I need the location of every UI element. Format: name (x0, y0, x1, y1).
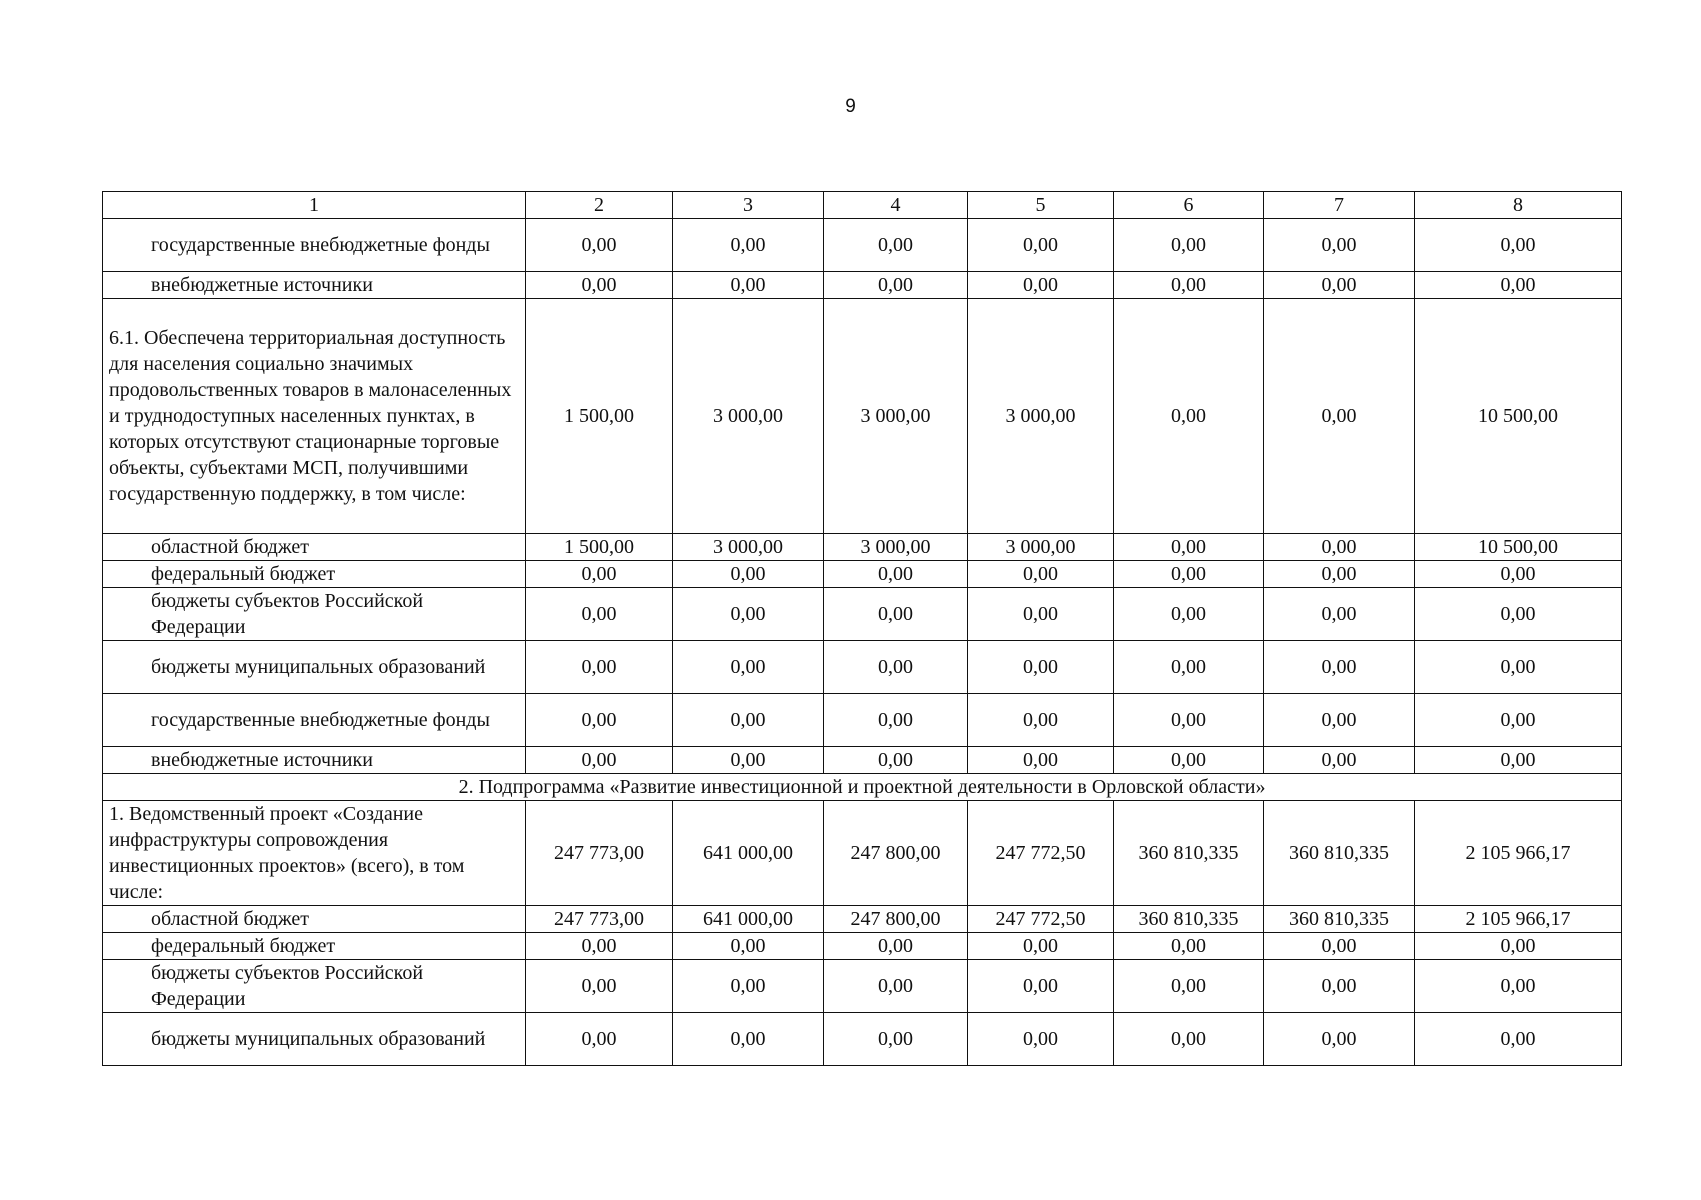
value-cell: 0,00 (673, 933, 824, 960)
value-cell: 0,00 (1264, 694, 1415, 747)
value-cell: 360 810,335 (1114, 906, 1264, 933)
value-cell: 2 105 966,17 (1415, 906, 1622, 933)
column-number-cell: 6 (1114, 192, 1264, 219)
value-cell: 0,00 (968, 933, 1114, 960)
value-cell: 1 500,00 (526, 534, 673, 561)
value-cell: 0,00 (1114, 588, 1264, 641)
table-row (103, 219, 1622, 272)
value-cell: 0,00 (1264, 272, 1415, 299)
value-cell: 3 000,00 (673, 534, 824, 561)
value-cell: 1 500,00 (526, 299, 673, 534)
value-cell: 0,00 (673, 588, 824, 641)
value-cell: 0,00 (673, 747, 824, 774)
value-cell: 0,00 (824, 561, 968, 588)
value-cell: 247 800,00 (824, 801, 968, 906)
value-cell: 0,00 (526, 641, 673, 694)
table-row (103, 694, 1622, 747)
value-cell: 0,00 (1114, 219, 1264, 272)
value-cell: 0,00 (824, 694, 968, 747)
page-number: 9 (845, 96, 856, 117)
table-row (103, 933, 1622, 960)
table-row (103, 561, 1622, 588)
row-label-cell: бюджеты муниципальных образований (103, 641, 526, 694)
value-cell: 0,00 (673, 219, 824, 272)
value-cell: 0,00 (526, 272, 673, 299)
value-cell: 3 000,00 (968, 534, 1114, 561)
value-cell: 0,00 (1114, 933, 1264, 960)
value-cell: 0,00 (1114, 960, 1264, 1013)
value-cell: 0,00 (673, 561, 824, 588)
table-row (103, 641, 1622, 694)
value-cell: 0,00 (526, 588, 673, 641)
column-number-cell: 4 (824, 192, 968, 219)
value-cell: 0,00 (1114, 747, 1264, 774)
value-cell: 0,00 (1415, 588, 1622, 641)
value-cell: 360 810,335 (1114, 801, 1264, 906)
value-cell: 0,00 (968, 747, 1114, 774)
column-number-cell: 2 (526, 192, 673, 219)
value-cell: 0,00 (526, 694, 673, 747)
table-row (103, 1013, 1622, 1066)
value-cell: 247 773,00 (526, 801, 673, 906)
value-cell: 0,00 (824, 588, 968, 641)
value-cell: 0,00 (1415, 272, 1622, 299)
row-label-cell: внебюджетные источники (103, 272, 526, 299)
value-cell: 0,00 (526, 933, 673, 960)
value-cell: 247 773,00 (526, 906, 673, 933)
value-cell: 2 105 966,17 (1415, 801, 1622, 906)
row-label-cell: федеральный бюджет (103, 933, 526, 960)
value-cell: 0,00 (526, 1013, 673, 1066)
column-number-cell: 1 (103, 192, 526, 219)
value-cell: 0,00 (968, 272, 1114, 299)
value-cell: 0,00 (1264, 960, 1415, 1013)
row-label-cell: бюджеты субъектов Российской Федерации (103, 960, 526, 1013)
value-cell: 0,00 (673, 1013, 824, 1066)
row-label-cell: бюджеты субъектов Российской Федерации (103, 588, 526, 641)
table-row (103, 299, 1622, 534)
value-cell: 0,00 (1114, 272, 1264, 299)
column-number-cell: 5 (968, 192, 1114, 219)
table-row (103, 906, 1622, 933)
row-label-cell: 6.1. Обеспечена территориальная доступность для населения социально значимых продовольственных товаров в малонаселенных и труднодоступных населенных пунктах, в которых отсутствуют стационарные торговые объекты, субъектами МСП, получившими государственную поддержку, в том числе: (103, 299, 526, 534)
value-cell: 0,00 (968, 960, 1114, 1013)
value-cell: 641 000,00 (673, 801, 824, 906)
column-number-cell: 3 (673, 192, 824, 219)
value-cell: 0,00 (1264, 561, 1415, 588)
value-cell: 0,00 (673, 272, 824, 299)
value-cell: 0,00 (1114, 641, 1264, 694)
value-cell: 0,00 (1264, 747, 1415, 774)
value-cell: 0,00 (1114, 694, 1264, 747)
value-cell: 0,00 (824, 1013, 968, 1066)
value-cell: 3 000,00 (673, 299, 824, 534)
row-label-cell: областной бюджет (103, 906, 526, 933)
value-cell: 0,00 (1415, 933, 1622, 960)
value-cell: 360 810,335 (1264, 906, 1415, 933)
value-cell: 0,00 (968, 694, 1114, 747)
value-cell: 0,00 (968, 219, 1114, 272)
table-header-row (103, 192, 1622, 219)
table-row (103, 272, 1622, 299)
value-cell: 3 000,00 (824, 299, 968, 534)
value-cell: 0,00 (526, 747, 673, 774)
column-number-cell: 8 (1415, 192, 1622, 219)
value-cell: 0,00 (1415, 219, 1622, 272)
value-cell: 247 772,50 (968, 801, 1114, 906)
column-number-cell: 7 (1264, 192, 1415, 219)
value-cell: 247 800,00 (824, 906, 968, 933)
value-cell: 0,00 (1415, 1013, 1622, 1066)
value-cell: 0,00 (968, 561, 1114, 588)
value-cell: 0,00 (824, 641, 968, 694)
row-label-cell: бюджеты муниципальных образований (103, 1013, 526, 1066)
section-row (103, 774, 1622, 801)
value-cell: 0,00 (824, 219, 968, 272)
value-cell: 0,00 (1415, 561, 1622, 588)
value-cell: 3 000,00 (968, 299, 1114, 534)
value-cell: 10 500,00 (1415, 299, 1622, 534)
value-cell: 641 000,00 (673, 906, 824, 933)
table-row (103, 960, 1622, 1013)
value-cell: 3 000,00 (824, 534, 968, 561)
value-cell: 0,00 (673, 641, 824, 694)
value-cell: 0,00 (1415, 960, 1622, 1013)
value-cell: 360 810,335 (1264, 801, 1415, 906)
value-cell: 0,00 (526, 960, 673, 1013)
row-label-cell: федеральный бюджет (103, 561, 526, 588)
value-cell: 0,00 (824, 747, 968, 774)
value-cell: 0,00 (968, 588, 1114, 641)
table-row (103, 747, 1622, 774)
value-cell: 0,00 (824, 272, 968, 299)
value-cell: 0,00 (1415, 641, 1622, 694)
value-cell: 0,00 (1114, 299, 1264, 534)
value-cell: 0,00 (1114, 1013, 1264, 1066)
value-cell: 0,00 (1415, 747, 1622, 774)
value-cell: 0,00 (824, 933, 968, 960)
table-row (103, 534, 1622, 561)
value-cell: 247 772,50 (968, 906, 1114, 933)
value-cell: 0,00 (1264, 534, 1415, 561)
row-label-cell: 1. Ведомственный проект «Создание инфраструктуры сопровождения инвестиционных проектов» (всего), в том числе: (103, 801, 526, 906)
value-cell: 0,00 (1264, 641, 1415, 694)
value-cell: 0,00 (673, 960, 824, 1013)
value-cell: 0,00 (1264, 933, 1415, 960)
row-label-cell: государственные внебюджетные фонды (103, 694, 526, 747)
value-cell: 0,00 (1415, 694, 1622, 747)
value-cell: 0,00 (526, 219, 673, 272)
table-body (103, 192, 1622, 1066)
value-cell: 0,00 (1114, 561, 1264, 588)
value-cell: 0,00 (673, 694, 824, 747)
section-title-cell: 2. Подпрограмма «Развитие инвестиционной и проектной деятельности в Орловской области» (103, 774, 1622, 801)
row-label-cell: внебюджетные источники (103, 747, 526, 774)
table-row (103, 801, 1622, 906)
table-row (103, 588, 1622, 641)
row-label-cell: областной бюджет (103, 534, 526, 561)
value-cell: 0,00 (968, 1013, 1114, 1066)
value-cell: 0,00 (1264, 588, 1415, 641)
value-cell: 0,00 (1264, 1013, 1415, 1066)
budget-table (102, 191, 1622, 1066)
value-cell: 0,00 (526, 561, 673, 588)
row-label-cell: государственные внебюджетные фонды (103, 219, 526, 272)
value-cell: 0,00 (1264, 299, 1415, 534)
value-cell: 0,00 (1264, 219, 1415, 272)
value-cell: 0,00 (824, 960, 968, 1013)
value-cell: 0,00 (1114, 534, 1264, 561)
value-cell: 0,00 (968, 641, 1114, 694)
value-cell: 10 500,00 (1415, 534, 1622, 561)
